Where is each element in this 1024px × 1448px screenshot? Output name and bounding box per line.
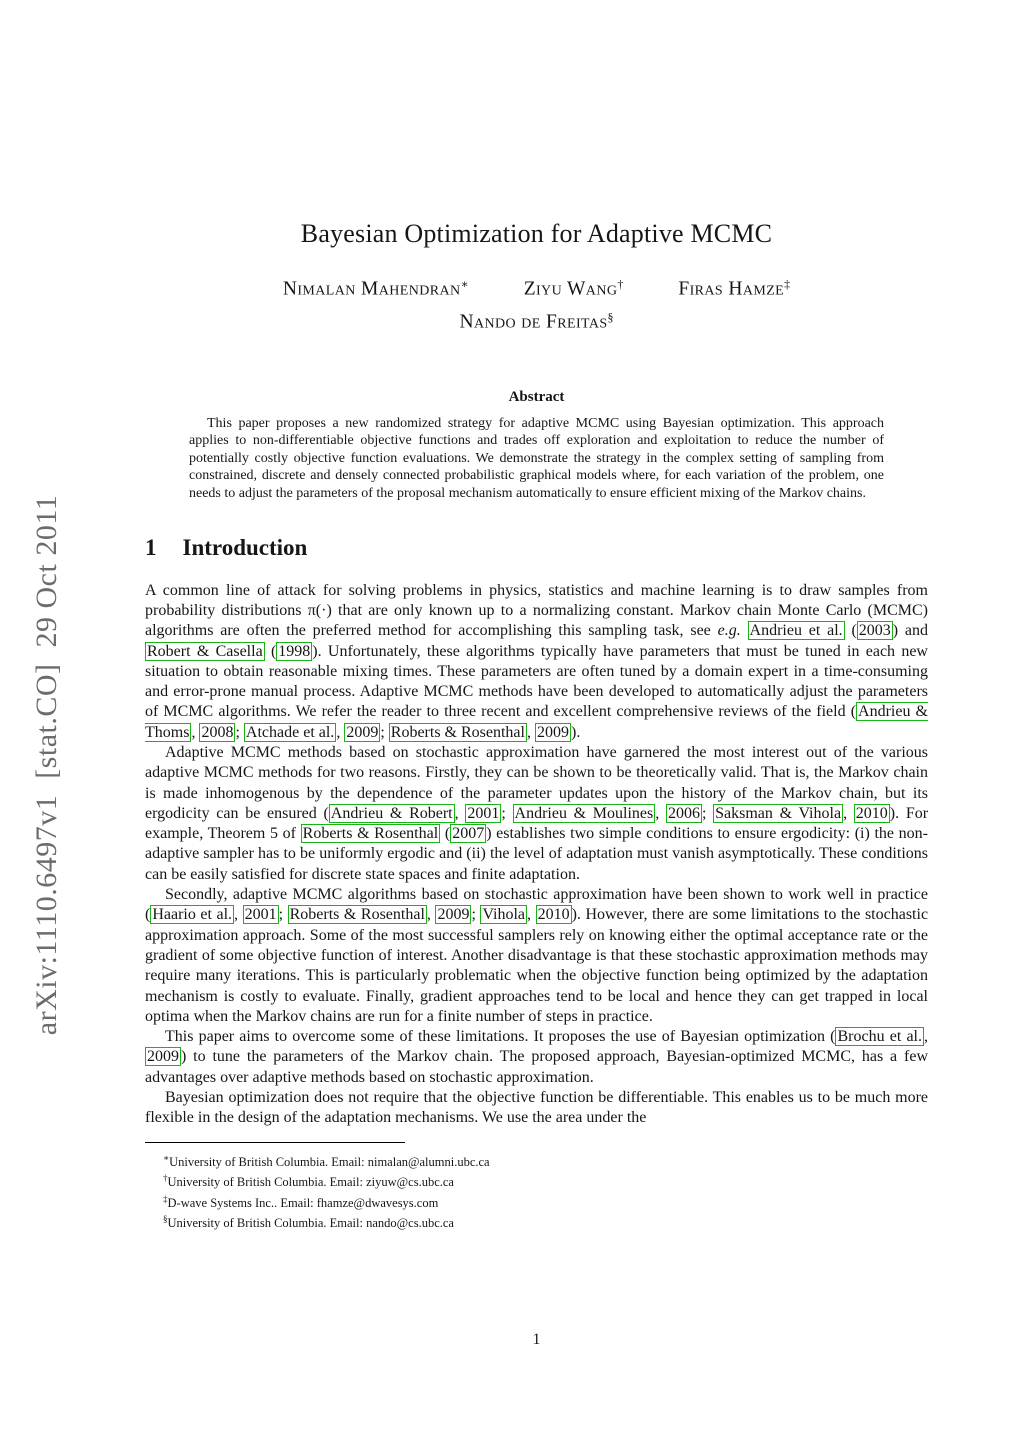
author-footnote-marker: § <box>607 310 614 325</box>
text-run: , <box>924 1028 928 1046</box>
text-run: , <box>336 723 345 741</box>
introduction-body <box>145 581 928 1129</box>
text-run: , <box>191 723 200 741</box>
citation-link[interactable]: Haario et al. <box>152 906 233 924</box>
citation-link[interactable]: 2008 <box>201 723 234 741</box>
author-name-text: Nando de Freitas <box>459 311 608 333</box>
citation-link[interactable]: 2010 <box>855 804 888 822</box>
text-run: , <box>843 804 854 822</box>
text-run: ) and <box>892 622 929 640</box>
authors-row-1 <box>145 277 928 300</box>
citation-link[interactable]: 2009 <box>346 723 379 741</box>
footnote-marker: § <box>163 1214 168 1224</box>
abstract-text: This paper proposes a new randomized strategy for adaptive MCMC using Bayesian optimization. This approach applies to non-differentiable objective functions and trades off exploration and exploitation to reduce the number of potentially costly objective function evaluations. We demonstrate the strategy in the complex setting of sampling from constrained, discrete and densely connected probabilistic graphical models where, for each variation of the problem, one needs to adjust the parameters of the proposal mechanism automatically to ensure efficient mixing of the Markov chains. <box>189 415 884 502</box>
text-run: , <box>527 906 536 924</box>
citation-link[interactable]: 2009 <box>536 723 569 741</box>
text-run: , <box>426 906 436 924</box>
text-run: ; <box>235 723 244 741</box>
footnote <box>145 1211 928 1231</box>
authors-row-2 <box>145 310 928 333</box>
text-run: ; <box>501 804 513 822</box>
footnote <box>145 1191 928 1211</box>
citation-link[interactable]: 2010 <box>537 906 570 924</box>
author-footnote-marker: ‡ <box>784 277 791 291</box>
footnote-text: University of British Columbia. Email: nando@cs.ubc.ca <box>167 1216 454 1231</box>
citation-link[interactable]: 2003 <box>858 622 891 640</box>
footnote <box>145 1150 928 1170</box>
author-name <box>459 310 613 333</box>
paragraph <box>145 1088 928 1129</box>
text-run: ). However, there are some limitations to the stochastic approximation approach. Some of the most successful samplers rely on knowing either the optimal acceptance rate or the gradient of some objective function of interest. Another disadvantage is that these stochastic approximation methods may require many iterations. This is particularly problematic when the objective function being optimized by the adaptation mechanism is costly to evaluate. Finally, gradient approaches tend to be local and hence they can get trapped in local optima when the Markov chains are run for a finite number of steps in practice. <box>145 906 929 1025</box>
emphasis-text: e.g. <box>717 622 741 640</box>
paragraph <box>145 1027 928 1088</box>
citation-link[interactable]: Roberts & Rosenthal <box>289 906 425 924</box>
paper-content <box>145 0 928 1231</box>
footnote-rule <box>145 1142 405 1143</box>
text-run: ; <box>701 804 714 822</box>
text-run: , <box>526 723 535 741</box>
text-run: , <box>234 906 243 924</box>
arxiv-stamp: arXiv:1110.6497v1 [stat.CO] 29 Oct 2011 <box>30 494 63 1036</box>
abstract-section <box>145 389 928 503</box>
section-number: 1 <box>145 534 157 560</box>
footnotes-block <box>145 1150 928 1232</box>
text-run: Adaptive MCMC methods based on stochastic approximation have garnered the most interest out of the various adaptive MCMC methods for two reasons. Firstly, they can be shown to be theoretically valid. That is, the Markov chain is made inhomogenous by the dependence of the parameter updates upon the history of the Markov chain, but its ergodicity can be ensured ( <box>145 744 928 822</box>
citation-link[interactable]: 2006 <box>667 804 700 822</box>
text-run: ; <box>471 906 481 924</box>
citation-link[interactable]: 1998 <box>278 642 311 660</box>
citation-link[interactable]: Robert & Casella <box>147 642 263 660</box>
paper-title: Bayesian Optimization for Adaptive MCMC <box>300 219 773 248</box>
author-footnote-marker: † <box>617 277 624 291</box>
author-name-text: Ziyu Wang <box>523 278 618 300</box>
abstract-heading: Abstract <box>508 388 565 405</box>
citation-link[interactable]: 2007 <box>452 825 485 843</box>
text-run: ) establishes two simple conditions to ensure ergodicity: (i) the non-adaptive sampler has to be uniformly ergodic and (ii) the level of adaptation must vanish asymptotically. These conditions can be easily satisfied for discrete state spaces and finite adaptation. <box>145 825 929 883</box>
footnote <box>145 1170 928 1190</box>
text-run: ). Unfortunately, these algorithms typically have parameters that must be tuned in each new situation to obtain reasonable mixing times. These parameters are often tuned by a domain expert in a time-consuming and error-prone manual process. Adaptive MCMC methods have been developed to automatically adjust the parameters of MCMC algorithms. We refer the reader to three recent and excellent comprehensive reviews of the field ( <box>145 642 928 721</box>
page-number: 1 <box>532 1331 541 1348</box>
author-name-text: Nimalan Mahendran <box>282 278 461 300</box>
citation-link[interactable]: Roberts & Rosenthal <box>302 825 439 843</box>
footnote-text: D-wave Systems Inc.. Email: fhamze@dwavesys.com <box>167 1195 439 1210</box>
author-name <box>524 277 624 300</box>
text-run: ( <box>844 622 857 640</box>
citation-link[interactable]: Andrieu et al. <box>749 622 843 640</box>
citation-link[interactable]: 2001 <box>467 804 500 822</box>
footnote-marker: ‡ <box>163 1193 168 1204</box>
citation-link[interactable]: Andrieu & Moulines <box>514 804 654 822</box>
citation-link[interactable]: 2009 <box>437 906 470 924</box>
text-run: Bayesian optimization does not require that the objective function be differentiable. This enables us to be much more flexible in the design of the adaptation mechanisms. We use the area under the <box>145 1089 928 1127</box>
citation-link[interactable]: Andrieu & Thoms <box>145 703 929 741</box>
citation-link[interactable]: Roberts & Rosenthal <box>390 723 525 741</box>
paragraph <box>145 581 928 743</box>
author-name-text: Firas Hamze <box>678 278 785 300</box>
text-run: This paper aims to overcome some of these limitations. It proposes the use of Bayesian optimization ( <box>165 1028 836 1046</box>
paragraph <box>145 885 928 1027</box>
author-name <box>283 277 469 300</box>
citation-link[interactable]: 2009 <box>147 1048 179 1066</box>
text-run: ; <box>278 906 288 924</box>
text-run: ). For example, Theorem 5 of <box>145 804 929 843</box>
text-run <box>741 622 748 639</box>
text-run: Secondly, adaptive MCMC algorithms based on stochastic approximation have been shown to work well in practice ( <box>145 886 928 924</box>
text-run: A common line of attack for solving problems in physics, statistics and machine learning is to draw samples from probability distributions π(·) that are only known up to a normalizing constant. Markov chain Monte Carlo (MCMC) algorithms are often the preferred method for accomplishing this sampling task, see <box>145 581 928 640</box>
footnote-marker: ∗ <box>163 1152 170 1163</box>
text-run: ). <box>570 723 581 741</box>
citation-link[interactable]: 2001 <box>244 906 277 924</box>
text-run: ( <box>264 642 277 660</box>
text-run: , <box>454 804 466 822</box>
section-heading-introduction <box>145 535 928 561</box>
citation-link[interactable]: Saksman & Vihola <box>715 804 842 822</box>
footnote-text: University of British Columbia. Email: ziyuw@cs.ubc.ca <box>167 1175 454 1190</box>
section-title: Introduction <box>182 534 308 560</box>
author-footnote-marker: ∗ <box>460 277 469 291</box>
text-run: ; <box>380 723 389 741</box>
footnote-marker: † <box>163 1173 168 1184</box>
footnote-text: University of British Columbia. Email: nimalan@alumni.ubc.ca <box>169 1154 490 1169</box>
citation-link[interactable]: Vihola <box>482 906 526 924</box>
citation-link[interactable]: Andrieu & Robert <box>330 804 453 822</box>
citation-link[interactable]: Atchade et al. <box>245 723 335 741</box>
author-name <box>678 277 790 300</box>
text-run: ) to tune the parameters of the Markov chain. The proposed approach, Bayesian-optimized MCMC, has a few advantages over adaptive methods based on stochastic approximation. <box>145 1048 928 1086</box>
text-run: ( <box>440 825 451 843</box>
citation-link[interactable]: Brochu et al. <box>837 1028 922 1046</box>
text-run: , <box>655 804 666 822</box>
paragraph <box>145 743 928 885</box>
